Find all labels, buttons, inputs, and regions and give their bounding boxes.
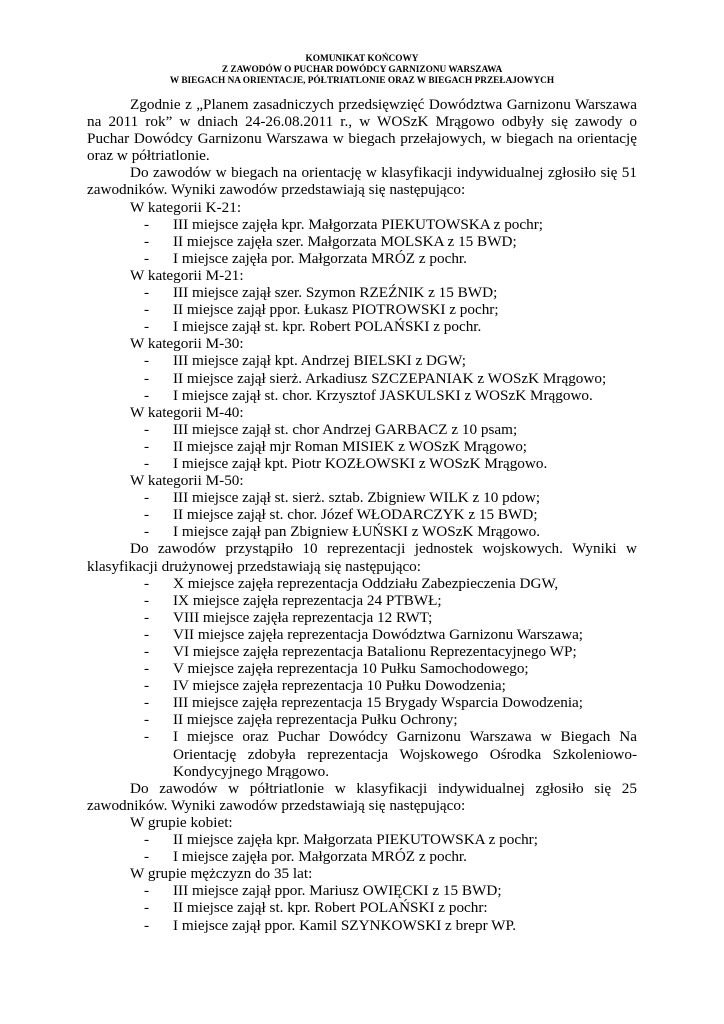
list-item-text: II miejsce zajęła reprezentacja Pułku Ochrony; [173, 711, 458, 729]
list-dash: - [144, 352, 150, 370]
list-dash: - [144, 454, 150, 472]
document-header [87, 54, 637, 87]
list-item-text: I miejsce zajęła por. Małgorzata MRÓZ z pochr. [173, 249, 467, 267]
list-dash: - [144, 848, 150, 866]
list-dash: - [144, 489, 150, 507]
list-item-text: II miejsce zajął st. chor. Józef WŁODARCZYK z 15 BWD; [173, 506, 538, 524]
list-item-text: V miejsce zajęła reprezentacja 10 Pułku Samochodowego; [173, 660, 529, 678]
list-item [87, 250, 637, 267]
list-dash: - [144, 215, 150, 233]
header-title: KOMUNIKAT KOŃCOWY [305, 54, 419, 64]
document-body [87, 96, 637, 934]
category-results-m50 [87, 489, 637, 540]
list-item [87, 643, 637, 660]
list-item [87, 455, 637, 472]
list-dash: - [144, 608, 150, 626]
list-dash: - [144, 831, 150, 849]
category-label-k21: W kategorii K-21: [130, 198, 242, 216]
list-item-text: II miejsce zajął sierż. Arkadiusz SZCZEPANIAK z WOSzK Mrągowo; [173, 369, 607, 387]
list-item [87, 352, 637, 369]
team-intro-paragraph: Do zawodów przystąpiło 10 reprezentacji jednostek wojskowych. Wyniki w klasyfikacji drużynowej przedstawiają się następująco: [87, 540, 637, 575]
list-item [87, 694, 637, 711]
intro-paragraph: Zgodnie z „Planem zasadniczych przedsięwzięć Dowództwa Garnizonu Warszawa na 2011 rok” w dniach 24-26.08.2011 r., w WOSzK Mrągowo odbyły się zawody o Puchar Dowódcy Garnizonu Warszawa w biegach przełajowych, w biegach na orientację oraz w półtriatlonie. [87, 96, 637, 165]
category-results-k21 [87, 216, 637, 267]
category-label-m40: W kategorii M-40: [130, 403, 244, 421]
list-item-text: III miejsce zajęła reprezentacja 15 Brygady Wsparcia Dowodzenia; [173, 694, 583, 712]
list-dash: - [144, 301, 150, 319]
list-item [87, 421, 637, 438]
list-item [87, 523, 637, 540]
list-item-text: I miejsce zajął pan Zbigniew ŁUŃSKI z WOSzK Mrągowo. [173, 523, 541, 541]
category-label-m21: W kategorii M-21: [130, 266, 244, 284]
category-results-m40 [87, 421, 637, 472]
list-item [87, 233, 637, 250]
list-item [87, 489, 637, 506]
list-dash: - [144, 386, 150, 404]
list-dash: - [144, 694, 150, 712]
list-item [87, 216, 637, 233]
list-item-text: III miejsce zajął ppor. Mariusz OWIĘCKI z 15 BWD; [173, 882, 502, 900]
triathlon-intro-paragraph: Do zawodów w półtriatlonie w klasyfikacji indywidualnej zgłosiło się 25 zawodników. Wyniki zawodów przedstawiają się następująco: [87, 779, 637, 814]
list-item [87, 506, 637, 523]
category-label-m30: W kategorii M-30: [130, 335, 244, 353]
header-subtitle-1: Z ZAWODÓW O PUCHAR DOWÓDCY GARNIZONU WARSZAWA [221, 65, 503, 75]
list-dash: - [144, 420, 150, 438]
list-dash: - [144, 232, 150, 250]
list-item [87, 728, 637, 779]
list-item-text: X miejsce zajęła reprezentacja Oddziału Zabezpieczenia DGW, [173, 574, 559, 592]
list-dash: - [144, 916, 150, 934]
list-item-text: I miejsce zajęła por. Małgorzata MRÓZ z pochr. [173, 848, 467, 866]
list-item-text: II miejsce zajął st. kpr. Robert POLAŃSKI z pochr: [173, 899, 488, 917]
list-item [87, 711, 637, 728]
list-dash: - [144, 318, 150, 336]
list-item [87, 301, 637, 318]
list-item [87, 387, 637, 404]
list-item-text: II miejsce zajęła kpr. Małgorzata PIEKUTOWSKA z pochr; [173, 831, 538, 849]
list-dash: - [144, 660, 150, 678]
list-item [87, 438, 637, 455]
list-dash: - [144, 249, 150, 267]
list-item [87, 882, 637, 899]
list-item-text: III miejsce zajął st. chor Andrzej GARBACZ z 10 psam; [173, 420, 518, 438]
list-item-text: II miejsce zajęła szer. Małgorzata MOLSKA z 15 BWD; [173, 232, 517, 250]
team-results [87, 575, 637, 780]
list-item-text: I miejsce zajął st. kpr. Robert POLAŃSKI z pochr. [173, 318, 482, 336]
list-item-text: I miejsce oraz Puchar Dowódcy Garnizonu Warszawa w Biegach Na Orientację zdobyła reprezentacja Wojskowego Ośrodka Szkoleniowo-Kondycyjnego Mrągowo. [173, 728, 637, 780]
list-item-text: III miejsce zajął szer. Szymon RZEŹNIK z 15 BWD; [173, 284, 498, 302]
list-item [87, 848, 637, 865]
orienteering-intro-paragraph: Do zawodów w biegach na orientację w klasyfikacji indywidualnej zgłosiło się 51 zawodników. Wyniki zawodów przedstawiają się następująco: [87, 164, 637, 199]
list-item [87, 370, 637, 387]
list-dash: - [144, 899, 150, 917]
list-dash: - [144, 284, 150, 302]
list-item [87, 284, 637, 301]
list-dash: - [144, 506, 150, 524]
list-dash: - [144, 591, 150, 609]
list-dash: - [144, 882, 150, 900]
group-label-women: W grupie kobiet: [130, 813, 233, 831]
list-item-text: IX miejsce zajęła reprezentacja 24 PTBWŁ; [173, 591, 442, 609]
list-item-text: VII miejsce zajęła reprezentacja Dowództwa Garnizonu Warszawa; [173, 625, 584, 643]
list-dash: - [144, 369, 150, 387]
list-item [87, 677, 637, 694]
list-item [87, 318, 637, 335]
list-dash: - [144, 643, 150, 660]
list-item [87, 626, 637, 643]
list-item-text: III miejsce zajął kpt. Andrzej BIELSKI z DGW; [173, 352, 466, 370]
list-item-text: I miejsce zajął st. chor. Krzysztof JASKULSKI z WOSzK Mrągowo. [173, 386, 593, 404]
list-dash: - [144, 437, 150, 455]
list-item-text: VI miejsce zajęła reprezentacja Batalionu Reprezentacyjnego WP; [173, 643, 577, 660]
group-results-women [87, 831, 637, 865]
category-label-m50: W kategorii M-50: [130, 472, 244, 490]
category-results-m30 [87, 352, 637, 403]
list-item [87, 899, 637, 916]
list-dash: - [144, 711, 150, 729]
list-dash: - [144, 677, 150, 695]
list-dash: - [144, 523, 150, 541]
list-item-text: II miejsce zajął ppor. Łukasz PIOTROWSKI z pochr; [173, 301, 499, 319]
list-item-text: I miejsce zajął kpt. Piotr KOZŁOWSKI z WOSzK Mrągowo. [173, 454, 548, 472]
header-subtitle-2: W BIEGACH NA ORIENTACJE, PÓŁTRIATLONIE ORAZ W BIEGACH PRZEŁAJOWYCH [169, 76, 555, 86]
list-item [87, 660, 637, 677]
group-results-men-35 [87, 882, 637, 933]
list-item-text: I miejsce zajął ppor. Kamil SZYNKOWSKI z brepr WP. [173, 916, 517, 934]
list-item [87, 609, 637, 626]
group-label-men-35: W grupie mężczyzn do 35 lat: [130, 865, 313, 883]
category-results-m21 [87, 284, 637, 335]
list-item [87, 917, 637, 934]
list-item-text: II miejsce zajął mjr Roman MISIEK z WOSzK Mrągowo; [173, 437, 528, 455]
list-item-text: VIII miejsce zajęła reprezentacja 12 RWT; [173, 608, 433, 626]
list-dash: - [144, 728, 150, 746]
list-item [87, 575, 637, 592]
list-item [87, 831, 637, 848]
list-dash: - [144, 625, 150, 643]
list-item-text: III miejsce zajął st. sierż. sztab. Zbigniew WILK z 10 pdow; [173, 489, 541, 507]
list-item-text: IV miejsce zajęła reprezentacja 10 Pułku Dowodzenia; [173, 677, 506, 695]
list-dash: - [144, 574, 150, 592]
list-item-text: III miejsce zajęła kpr. Małgorzata PIEKUTOWSKA z pochr; [173, 215, 544, 233]
list-item [87, 592, 637, 609]
